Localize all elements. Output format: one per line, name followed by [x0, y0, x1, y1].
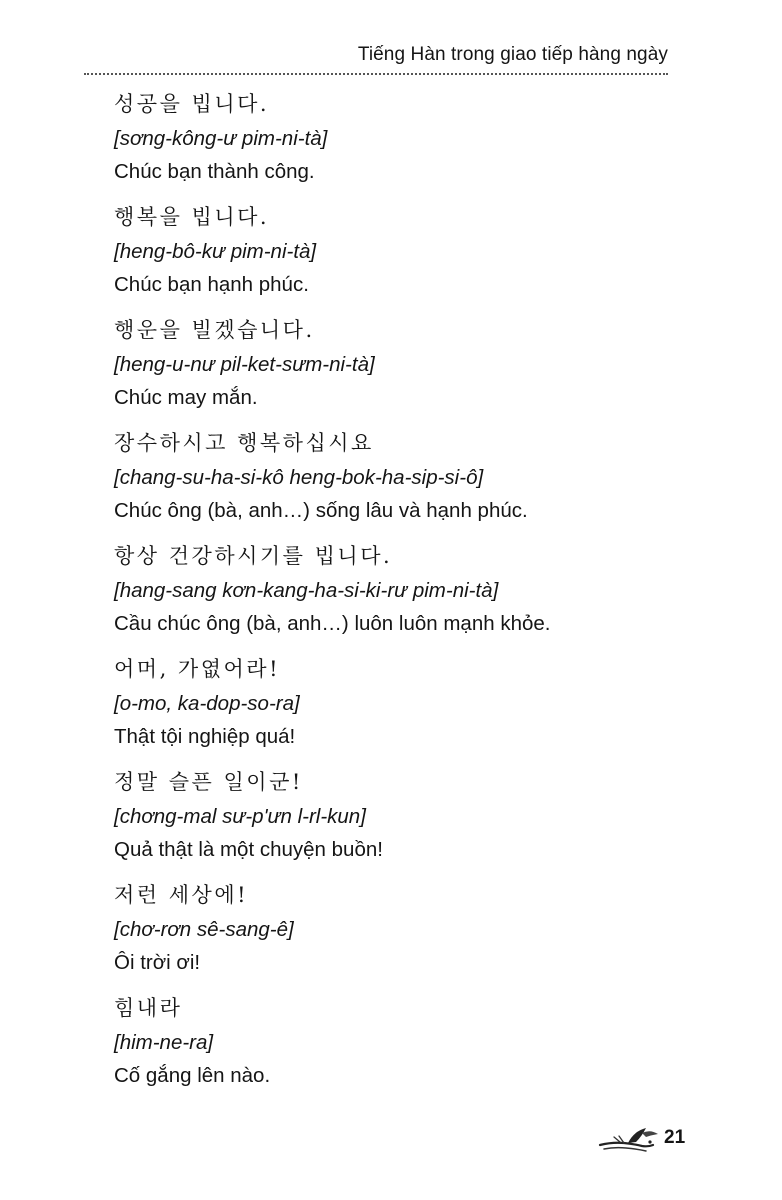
phrase-entry: [114, 879, 734, 992]
korean-phrase: 저런 세상에!: [114, 883, 249, 907]
phonetic-transcription: [sơng-kông-ư pim-ni-tà]: [114, 126, 328, 150]
vietnamese-translation: Cố gắng lên nào.: [114, 1064, 271, 1087]
vietnamese-translation: Chúc ông (bà, anh…) sống lâu và hạnh phúc.: [114, 499, 528, 522]
phonetic-transcription: [chang-su-ha-si-kô heng-bok-ha-sip-si-ô]: [114, 465, 484, 489]
phrase-entry: [114, 314, 734, 427]
phrase-entry: [114, 201, 734, 314]
page-footer: [598, 1121, 688, 1161]
vietnamese-translation: Ôi trời ơi!: [114, 951, 201, 974]
korean-phrase: 어머, 가엾어라!: [114, 657, 281, 681]
header-divider: [84, 73, 668, 75]
vietnamese-translation: Chúc may mắn.: [114, 386, 258, 409]
vietnamese-translation: Cầu chúc ông (bà, anh…) luôn luôn mạnh khỏe.: [114, 612, 551, 635]
phonetic-transcription: [chơng-mal sư-p'ưn l-rl-kun]: [114, 804, 366, 828]
vietnamese-translation: Quả thật là một chuyện buồn!: [114, 838, 383, 861]
vietnamese-translation: Chúc bạn hạnh phúc.: [114, 273, 309, 296]
phonetic-transcription: [o-mo, ka-dop-so-ra]: [114, 691, 300, 715]
bird-ornament-icon: [598, 1125, 660, 1155]
phrase-list: [114, 88, 734, 1105]
phrase-entry: [114, 88, 734, 201]
page-number: 21: [664, 1127, 686, 1148]
running-header-title: Tiếng Hàn trong giao tiếp hàng ngày: [357, 44, 668, 65]
phonetic-transcription: [hang-sang kơn-kang-ha-si-ki-rư pim-ni-tà]: [114, 578, 499, 602]
phrase-entry: [114, 540, 734, 653]
phrase-entry: [114, 427, 734, 540]
korean-phrase: 힘내라: [114, 996, 183, 1020]
phonetic-transcription: [heng-u-nư pil-ket-sưm-ni-tà]: [114, 352, 375, 376]
korean-phrase: 행운을 빌겠습니다.: [114, 318, 315, 342]
phrase-entry: [114, 766, 734, 879]
korean-phrase: 정말 슬픈 일이군!: [114, 770, 303, 794]
korean-phrase: 행복을 빕니다.: [114, 205, 270, 229]
phrase-entry: [114, 653, 734, 766]
phonetic-transcription: [heng-bô-kư pim-ni-tà]: [114, 239, 317, 263]
phonetic-transcription: [chơ-rơn sê-sang-ê]: [114, 917, 294, 941]
korean-phrase: 장수하시고 행복하십시요: [114, 431, 374, 455]
phrase-entry: [114, 992, 734, 1105]
vietnamese-translation: Thật tội nghiệp quá!: [114, 725, 296, 748]
vietnamese-translation: Chúc bạn thành công.: [114, 160, 315, 183]
phonetic-transcription: [him-ne-ra]: [114, 1030, 214, 1054]
korean-phrase: 항상 건강하시기를 빕니다.: [114, 544, 393, 568]
korean-phrase: 성공을 빕니다.: [114, 92, 270, 116]
